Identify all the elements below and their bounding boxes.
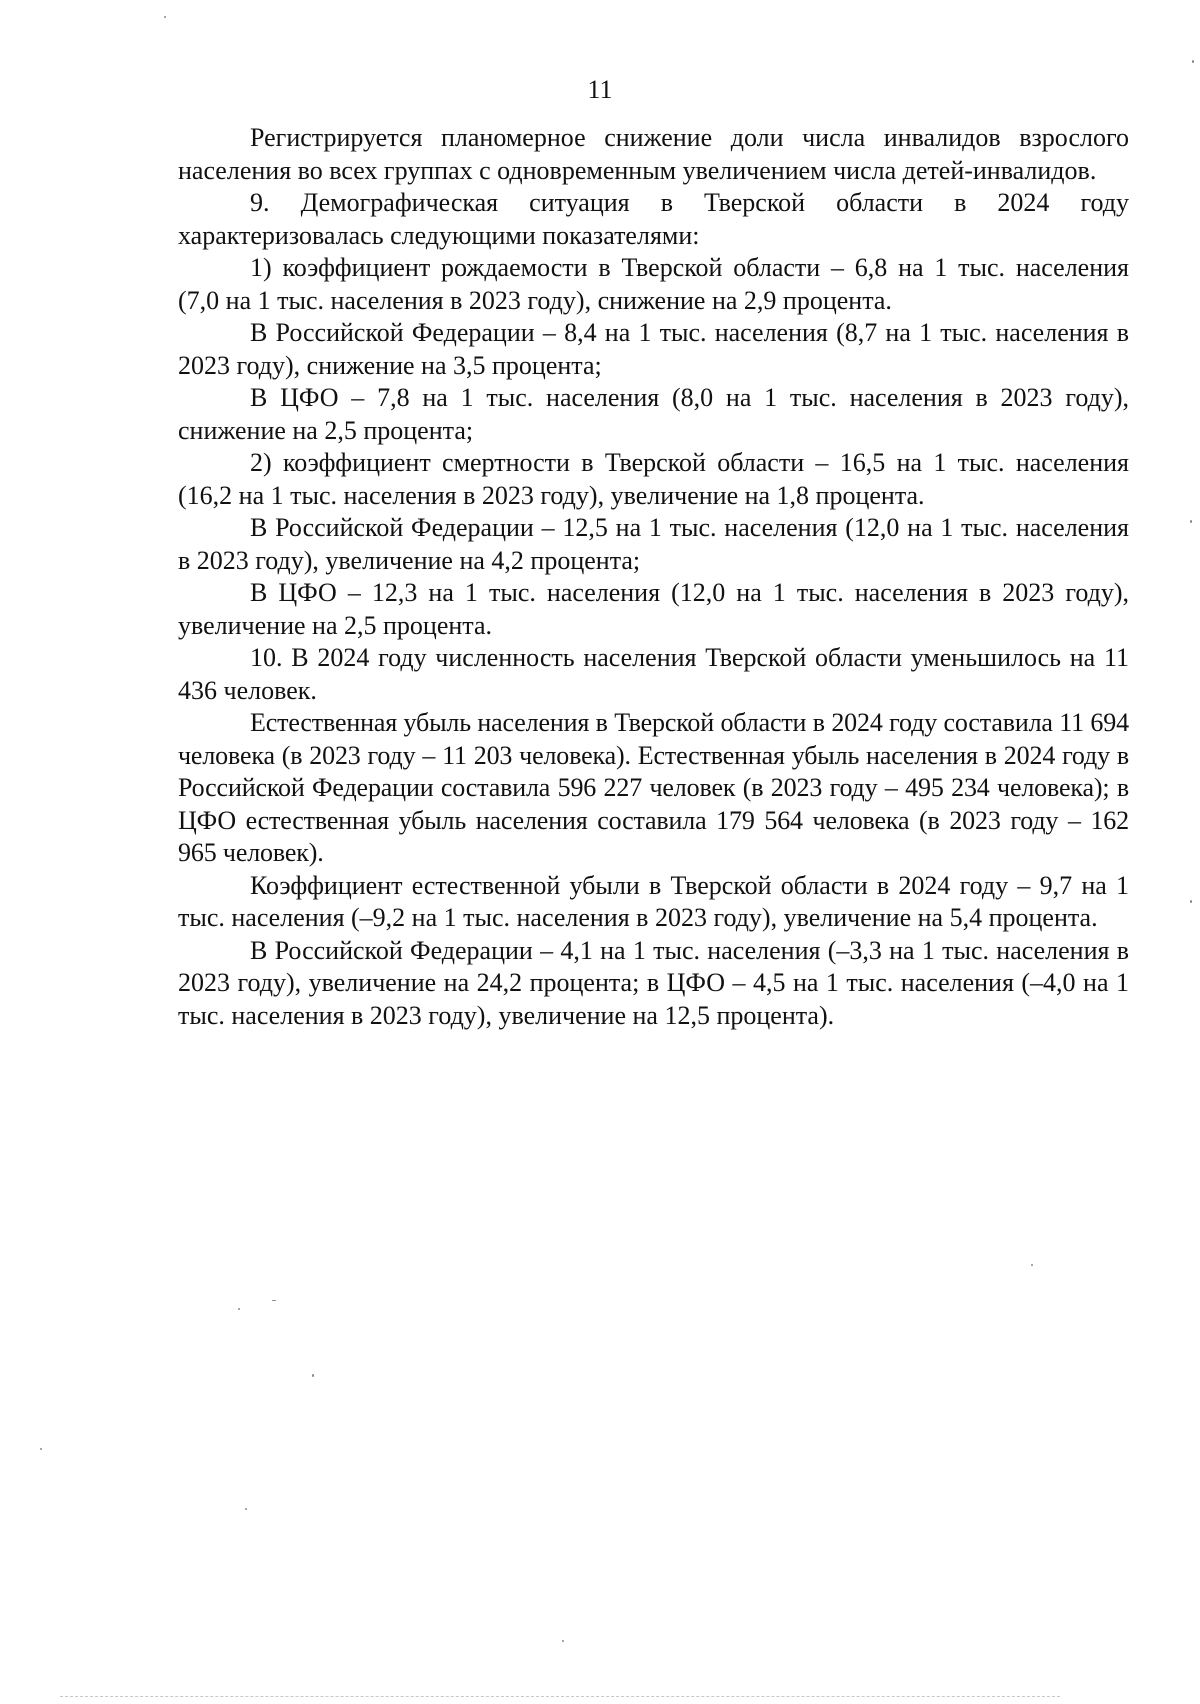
scan-edge-line	[60, 1696, 1060, 1698]
scan-speck	[1192, 60, 1194, 63]
scan-speck	[245, 1508, 247, 1510]
paragraph-natural-decrease-rate-rf-cfd: В Российской Федерации – 4,1 на 1 тыс. населения (–3,3 на 1 тыс. населения в 2023 году), увеличение на 24,2 процента; в ЦФО – 4,5 на 1 тыс. населения (–4,0 на 1 тыс. населения в 2023 году), увеличение на 12,5 процента).	[178, 935, 1129, 1030]
scan-speck	[238, 1308, 240, 1310]
paragraph-natural-decrease-rate-tver: Коэффициент естественной убыли в Тверской области в 2024 году – 9,7 на 1 тыс. населения (–9,2 на 1 тыс. населения в 2023 году), увеличение на 5,4 процента.	[178, 870, 1129, 932]
document-body	[178, 122, 1129, 1032]
scan-speck	[1031, 1264, 1033, 1266]
scan-speck	[164, 16, 166, 18]
scan-speck	[1190, 900, 1192, 903]
paragraph-disabled-share: Регистрируется планомерное снижение доли числа инвалидов взрослого населения во всех группах с одновременным увеличением числа детей-инвалидов.	[178, 123, 1129, 185]
paragraph-birth-rate-cfd: В ЦФО – 7,8 на 1 тыс. населения (8,0 на 1 тыс. населения в 2023 году), снижение на 2,5 процента;	[178, 383, 1129, 445]
paragraph-demographic-intro: 9. Демографическая ситуация в Тверской области в 2024 году характеризовалась следующими показателями:	[178, 188, 1129, 250]
paragraph-mortality-tver: 2) коэффициент смертности в Тверской области – 16,5 на 1 тыс. населения (16,2 на 1 тыс. населения в 2023 году), увеличение на 1,8 процента.	[178, 448, 1129, 510]
scan-speck	[40, 1448, 42, 1450]
scan-speck	[1190, 520, 1192, 523]
paragraph-mortality-rf: В Российской Федерации – 12,5 на 1 тыс. населения (12,0 на 1 тыс. населения в 2023 году), увеличение на 4,2 процента;	[178, 513, 1129, 575]
scan-speck	[312, 1374, 314, 1377]
scan-speck	[562, 1640, 564, 1642]
paragraph-birth-rate-rf: В Российской Федерации – 8,4 на 1 тыс. населения (8,7 на 1 тыс. населения в 2023 году), снижение на 3,5 процента;	[178, 318, 1129, 380]
paragraph-birth-rate-tver: 1) коэффициент рождаемости в Тверской области – 6,8 на 1 тыс. населения (7,0 на 1 тыс. населения в 2023 году), снижение на 2,9 процента.	[178, 253, 1129, 315]
paragraph-mortality-cfd: В ЦФО – 12,3 на 1 тыс. населения (12,0 на 1 тыс. населения в 2023 году), увеличение на 2,5 процента.	[178, 578, 1129, 640]
page-number: 11	[587, 75, 613, 104]
paragraph-natural-decrease: Естественная убыль населения в Тверской области в 2024 году составила 11 694 человека (в 2023 году – 11 203 человека). Естественная убыль населения в 2024 году в Российской Федерации составила 596 227 человек (в 2023 году – 495 234 человека); в ЦФО естественная убыль населения составила 179 564 человека (в 2023 году – 162 965 человек).	[178, 708, 1129, 867]
paragraph-population-decline: 10. В 2024 году численность населения Тверской области уменьшилось на 11 436 человек.	[178, 643, 1129, 705]
scan-speck	[272, 1300, 276, 1301]
